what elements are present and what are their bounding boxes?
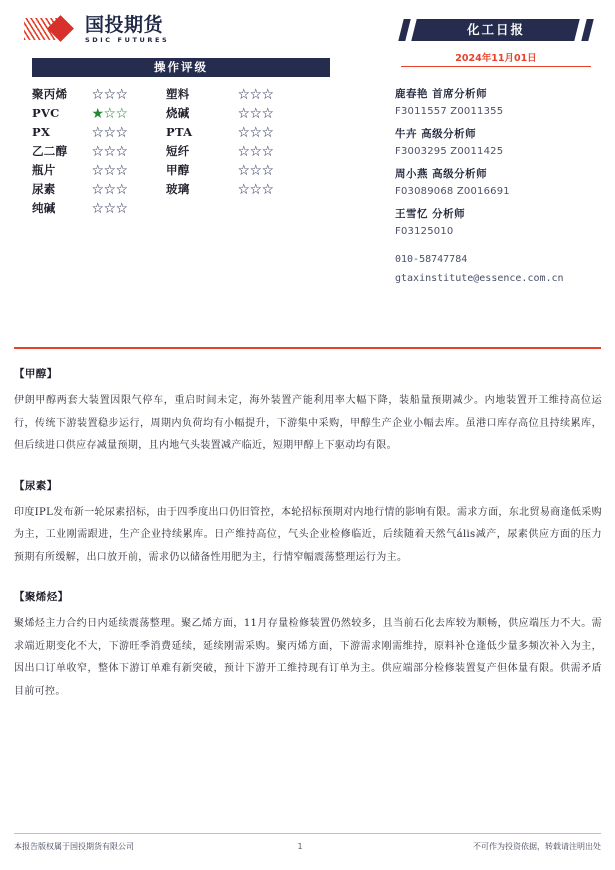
company-logo [24,16,169,44]
rating-row [32,122,330,141]
report-date: 2024年11月01日 [455,53,537,64]
star-rating-icon: ☆☆☆ [92,88,128,101]
rating-stars [238,86,312,102]
rating-stars [238,143,312,159]
company-name-cn: 国投期货 [85,14,164,36]
rating-stars [92,143,166,159]
section-title: 【尿素】 [14,479,58,492]
analyst-entries [395,86,591,237]
report-section [14,589,602,703]
rating-row [32,141,330,160]
report-type-badge [401,19,591,41]
section-title: 【甲醇】 [14,368,58,380]
analyst-license-code: F03125010 [395,226,454,237]
rating-stars [238,181,312,197]
star-rating-icon: ★☆☆ [92,107,128,120]
report-section [14,366,602,458]
rating-row [32,198,330,217]
analyst-name: 牛卉 高级分析师 [395,128,477,140]
star-rating-icon: ☆☆☆ [238,183,274,196]
rating-stars [238,162,312,178]
rating-product-name: 瓶片 [32,162,56,177]
star-rating-icon: ☆☆☆ [92,183,128,196]
report-section [14,478,602,570]
analyst-list [395,86,591,288]
date-underline [401,66,591,67]
rating-stars [92,181,166,197]
rating-stars [238,105,312,121]
rating-product-name: PVC [32,105,60,120]
rating-product-name: 玻璃 [166,181,190,196]
contact-block [395,250,591,288]
page-header [0,0,615,64]
rating-stars [92,162,166,178]
analyst-name: 周小燕 高级分析师 [395,168,488,180]
footer-divider [14,833,601,834]
rating-stars [92,105,166,121]
rating-product-name: 聚丙烯 [32,86,68,101]
ratings-table-title: 操作评级 [32,58,330,77]
rating-product-name: 尿素 [32,181,56,196]
rating-product-name: 乙二醇 [32,143,68,158]
rating-product-name: 塑料 [166,86,190,101]
star-rating-icon: ☆☆☆ [92,126,128,139]
star-rating-icon: ☆☆☆ [92,202,128,215]
rating-product-name: 烧碱 [166,105,190,120]
report-badge-label: 化工日报 [466,22,525,37]
company-name-en: SDIC FUTURES [85,36,170,44]
star-rating-icon: ☆☆☆ [238,88,274,101]
rating-stars [92,200,166,216]
contact-phone: 010-58747784 [395,254,468,265]
star-rating-icon: ☆☆☆ [238,145,274,158]
footer-copyright: 本报告版权属于国投期货有限公司 [14,842,134,851]
section-body: 印度IPL发布新一轮尿素招标，由于四季度出口仍旧管控，本轮招标预期对内地行情的影响有限。需求方面，东北贸易商逢低采购为主，工业刚需跟进，生产企业持续累库。日产维持高位，气头企业检修临近，后续随着天然气ális减产，尿素供应方面的压力预期有所缓解，出口放开前，需求仍以储备性用肥为主，行情窄幅震荡整理运行为主。 [14,506,602,563]
analyst-name: 王雪忆 分析师 [395,208,466,220]
rating-row [32,84,330,103]
logo-wordmark [85,16,169,44]
analyst-license-code: F3011557 Z0011355 [395,106,504,117]
analyst-name: 鹿春艳 首席分析师 [395,88,488,100]
report-content [14,366,602,723]
header-divider [14,347,601,349]
rating-row [32,179,330,198]
page-footer [14,841,601,852]
rating-row [32,103,330,122]
operation-ratings-table [32,58,330,217]
rating-stars [92,124,166,140]
rating-product-name: 纯碱 [32,200,56,215]
rating-product-name: PTA [166,124,193,139]
rating-product-name: 甲醇 [166,162,190,177]
star-rating-icon: ☆☆☆ [238,107,274,120]
rating-product-name: PX [32,124,51,139]
star-rating-icon: ☆☆☆ [238,164,274,177]
analyst-license-code: F3003295 Z0011425 [395,146,504,157]
contact-email[interactable]: gtaxinstitute@essence.com.cn [395,273,564,284]
logo-mark-icon [24,16,80,42]
footer-disclaimer: 不可作为投资依据，转载请注明出处 [473,842,601,851]
footer-page-number: 1 [297,842,303,851]
star-rating-icon: ☆☆☆ [92,164,128,177]
rating-row [32,160,330,179]
section-title: 【聚烯烃】 [14,591,69,603]
ratings-rows [32,77,330,217]
star-rating-icon: ☆☆☆ [238,126,274,139]
section-body: 伊朗甲醇两套大装置因限气停车，重启时间未定，海外装置产能利用率大幅下降，装船量预期减少。内地装置开工维持高位运行，传统下游装置稳步运行，周期内负荷均有小幅提升，下游集中采购，甲醇生产企业小幅去库。虽港口库存高位且持续累库，但后续进口供应存减量预期，且内地气头装置减产临近，短期甲醇上下驱动均有限。 [14,395,602,451]
star-rating-icon: ☆☆☆ [92,145,128,158]
rating-stars [92,86,166,102]
analyst-license-code: F03089068 Z0016691 [395,186,510,197]
section-body: 聚烯烃主力合约日内延续震荡整理。聚乙烯方面，11月存量检修装置仍然较多，且当前石化去库较为顺畅，供应端压力不大。需求端近期变化不大，下游旺季消费延续，延续刚需采购。聚丙烯方面，下游需求刚需维持，原料补仓逢低少量多频次补入为主，因出口订单收窄，整体下游订单难有新突破，预计下游开工维持现有订单为主。供应端部分检修装置复产但体量有限。供需矛盾目前可控。 [14,618,602,697]
rating-product-name: 短纤 [166,143,190,158]
rating-stars [238,124,312,140]
